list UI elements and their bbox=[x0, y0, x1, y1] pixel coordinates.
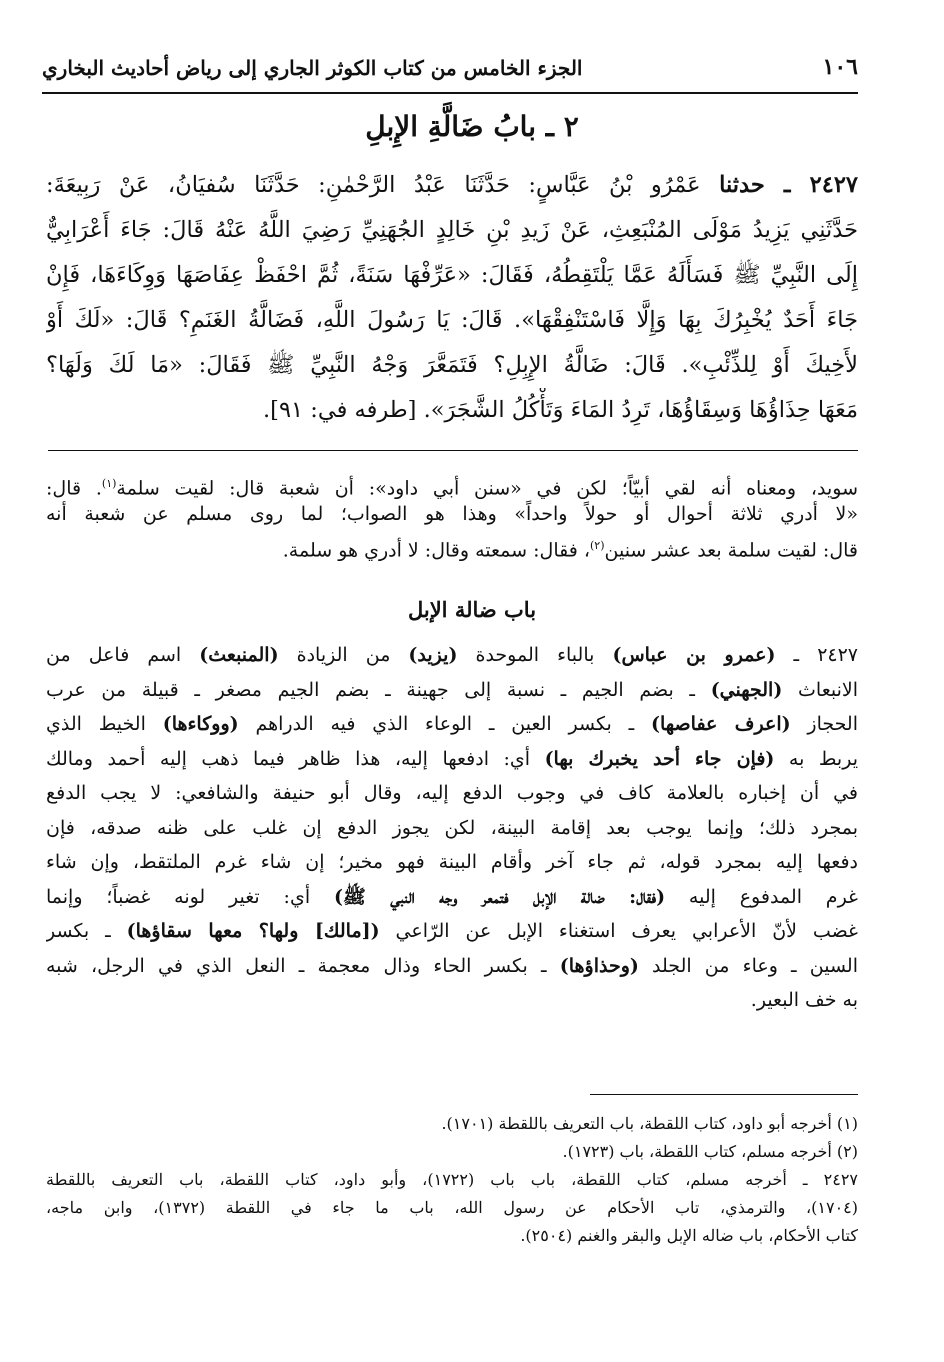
footnote-divider bbox=[590, 1094, 858, 1095]
footnote-3-line-2: (١٧٠٤)، والترمذي، تاب الأحكام عن رسول الله، باب ما جاء في اللقطة (١٣٧٢)، وابن ماجه، bbox=[46, 1198, 858, 1217]
commentary-line-2: الانبعاث (الجهني) ـ بضم الجيم ـ نسبة إلى جهينة ـ بضم الجيم مصغر ـ قبيلة من عرب bbox=[46, 678, 858, 701]
commentary-main bbox=[46, 638, 858, 1018]
footnote-3-line-1: ٢٤٢٧ ـ أخرجه مسلم، كتاب اللقطة، باب باب (١٧٢٢)، وأبو داود، كتاب اللقطة، باب التعريف باللقطة bbox=[46, 1170, 858, 1189]
commentary-line-8: غرم المدفوع إليه (فقال: ضالة الإبل فتمعر وجه النبي ﷺ) أي: تغير لونه غضباً؛ وإنما bbox=[46, 885, 858, 908]
hadith-number: ٢٤٢٧ ـ حدثنا bbox=[719, 172, 858, 198]
page-header bbox=[42, 52, 858, 94]
footnote-ref-2: (٢) bbox=[589, 539, 605, 552]
hadith-line-1: ٢٤٢٧ ـ حدثنا عَمْرُو بْنُ عَبَّاسٍ: حَدَّثَنَا عَبْدُ الرَّحْمٰنِ: حَدَّثَنَا سُفيَانُ، عَنْ رَبِيعَةَ: bbox=[46, 172, 858, 198]
footnote-ref-1: (١) bbox=[101, 477, 117, 490]
hadith-line-6: مَعَهَا حِذَاؤُهَا وَسِقَاؤُهَا، تَرِدُ المَاءَ وَتَأْكُلُ الشَّجَرَ». [طرفه في: ٩١]. bbox=[263, 397, 858, 423]
section-title: باب ضالة الإبل bbox=[407, 597, 537, 622]
hadith-line-5: لأَخِيكَ أَوْ لِلذِّئْبِ». قَالَ: ضَالَّةُ الإِبِلِ؟ فَتَمَعَّرَ وَجْهُ النَّبِيِّ ﷺ فَقَالَ: «مَا لَكَ وَلَهَا؟ bbox=[46, 352, 858, 378]
hadith-line-2: حَدَّثَنِي يَزِيدُ مَوْلَى المُنْبَعِثِ، عَنْ زَيدِ بْنِ خَالِدٍ الجُهَنِيِّ رَضِيَ اللَّهُ عَنْهُ قَالَ: جَاءَ أَعْرَابِيٌّ bbox=[46, 217, 858, 243]
running-title: الجزء الخامس من كتاب الكوثر الجاري إلى رياض أحاديث البخاري bbox=[42, 56, 583, 80]
commentary-top-line-1: سويد، ومعناه أنه لقي أبيّاً؛ لكن في «سنن أبي داود»: أن شعبة قال: لقيت سلمة$^{(١)}$. قال: bbox=[46, 477, 858, 499]
footnotes bbox=[46, 1110, 858, 1250]
commentary-line-7: دفعها إليه بمجرد قوله، ثم جاء آخر وأقام البينة فهو مخير؛ إن شاء غرم الملتقط، وإن شاء bbox=[46, 851, 858, 873]
commentary-line-11: به خف البعير. bbox=[750, 989, 858, 1011]
page-number: ١٠٦ bbox=[822, 54, 858, 80]
commentary-line-10: السين ـ وعاء من الجلد (وحذاؤها) ـ بكسر الحاء وذال معجمة ـ النعل الذي في الرجل، شبه bbox=[46, 954, 858, 977]
commentary-line-3: الحجاز (اعرف عفاصها) ـ بكسر العين ـ الوعاء الذي فيه الدراهم (ووكاءها) الخيط الذي bbox=[46, 713, 858, 735]
commentary-line-9: غضب لأنّ الأعرابي يعرف استغناء الإبل عن الرّاعي ([مالك] ولها؟ معها سقاؤها) ـ بكسر bbox=[46, 920, 858, 942]
hadith-line-4: جَاءَ أَحَدٌ يُخْبِرُكَ بِهَا وَإِلَّا فَاسْتَنْفِقْهَا». قَالَ: يَا رَسُولَ اللَّهِ، فَضَالَّةُ الغَنَمِ؟ قَالَ: «لَكَ أَوْ bbox=[46, 307, 858, 333]
hadith-divider bbox=[48, 450, 858, 451]
hadith-line-3: إِلَى النَّبِيِّ ﷺ فَسَأَلَهُ عَمَّا يَلْتَقِطُهُ، فَقَالَ: «عَرِّفْهَا سَنَةً، ثُمَّ احْفَظْ عِفَاصَهَا وَوِكَاءَهَا، فَإِنْ bbox=[46, 262, 858, 288]
footnote-1: (١) أخرجه أبو داود، كتاب اللقطة، باب التعريف باللقطة (١٧٠١). bbox=[441, 1114, 858, 1133]
commentary-line-6: بمجرد ذلك؛ وإنما يوجب بعد إقامة البينة، لكن يجوز الدفع إن غلب على ظنه صدقه، فإن bbox=[46, 816, 858, 839]
commentary-top-line-2: «لا أدري ثلاثة أحوال أو حولاً واحداً» وهذا هو الصواب؛ لما روى مسلم عن شعبة أنه bbox=[46, 503, 858, 525]
commentary-line-5: في أن إخباره بالعلامة كاف في وجوب الدفع إليه، وقال أبو حنيفة والشافعي: لا يجب الدفع bbox=[46, 782, 858, 804]
commentary-top bbox=[46, 468, 858, 561]
commentary-top-line-3: قال: لقيت سلمة بعد عشر سنين$^{(٢)}$، فقال: سمعته وقال: لا أدري هو سلمة. bbox=[282, 539, 858, 561]
hadith-text bbox=[46, 163, 858, 433]
chapter-title: ٢ ـ بابُ ضَالَّةِ الإِبلِ bbox=[365, 110, 579, 143]
commentary-line-4: يربط به (فإن جاء أحد يخبرك بها) أي: ادفعها إليه، هذا ظاهر فيما ذهب إليه أحمد ومالك bbox=[46, 747, 858, 770]
footnote-3-line-3: كتاب الأحكام، باب ضاله الإبل والبقر والغنم (٢٥٠٤). bbox=[520, 1226, 858, 1245]
commentary-line-1: ٢٤٢٧ ـ (عمرو بن عباس) بالباء الموحدة (يزيد) من الزيادة (المنبعث) اسم فاعل من bbox=[46, 644, 858, 666]
footnote-2: (٢) أخرجه مسلم، كتاب اللقطة، باب (١٧٢٣). bbox=[562, 1142, 858, 1161]
